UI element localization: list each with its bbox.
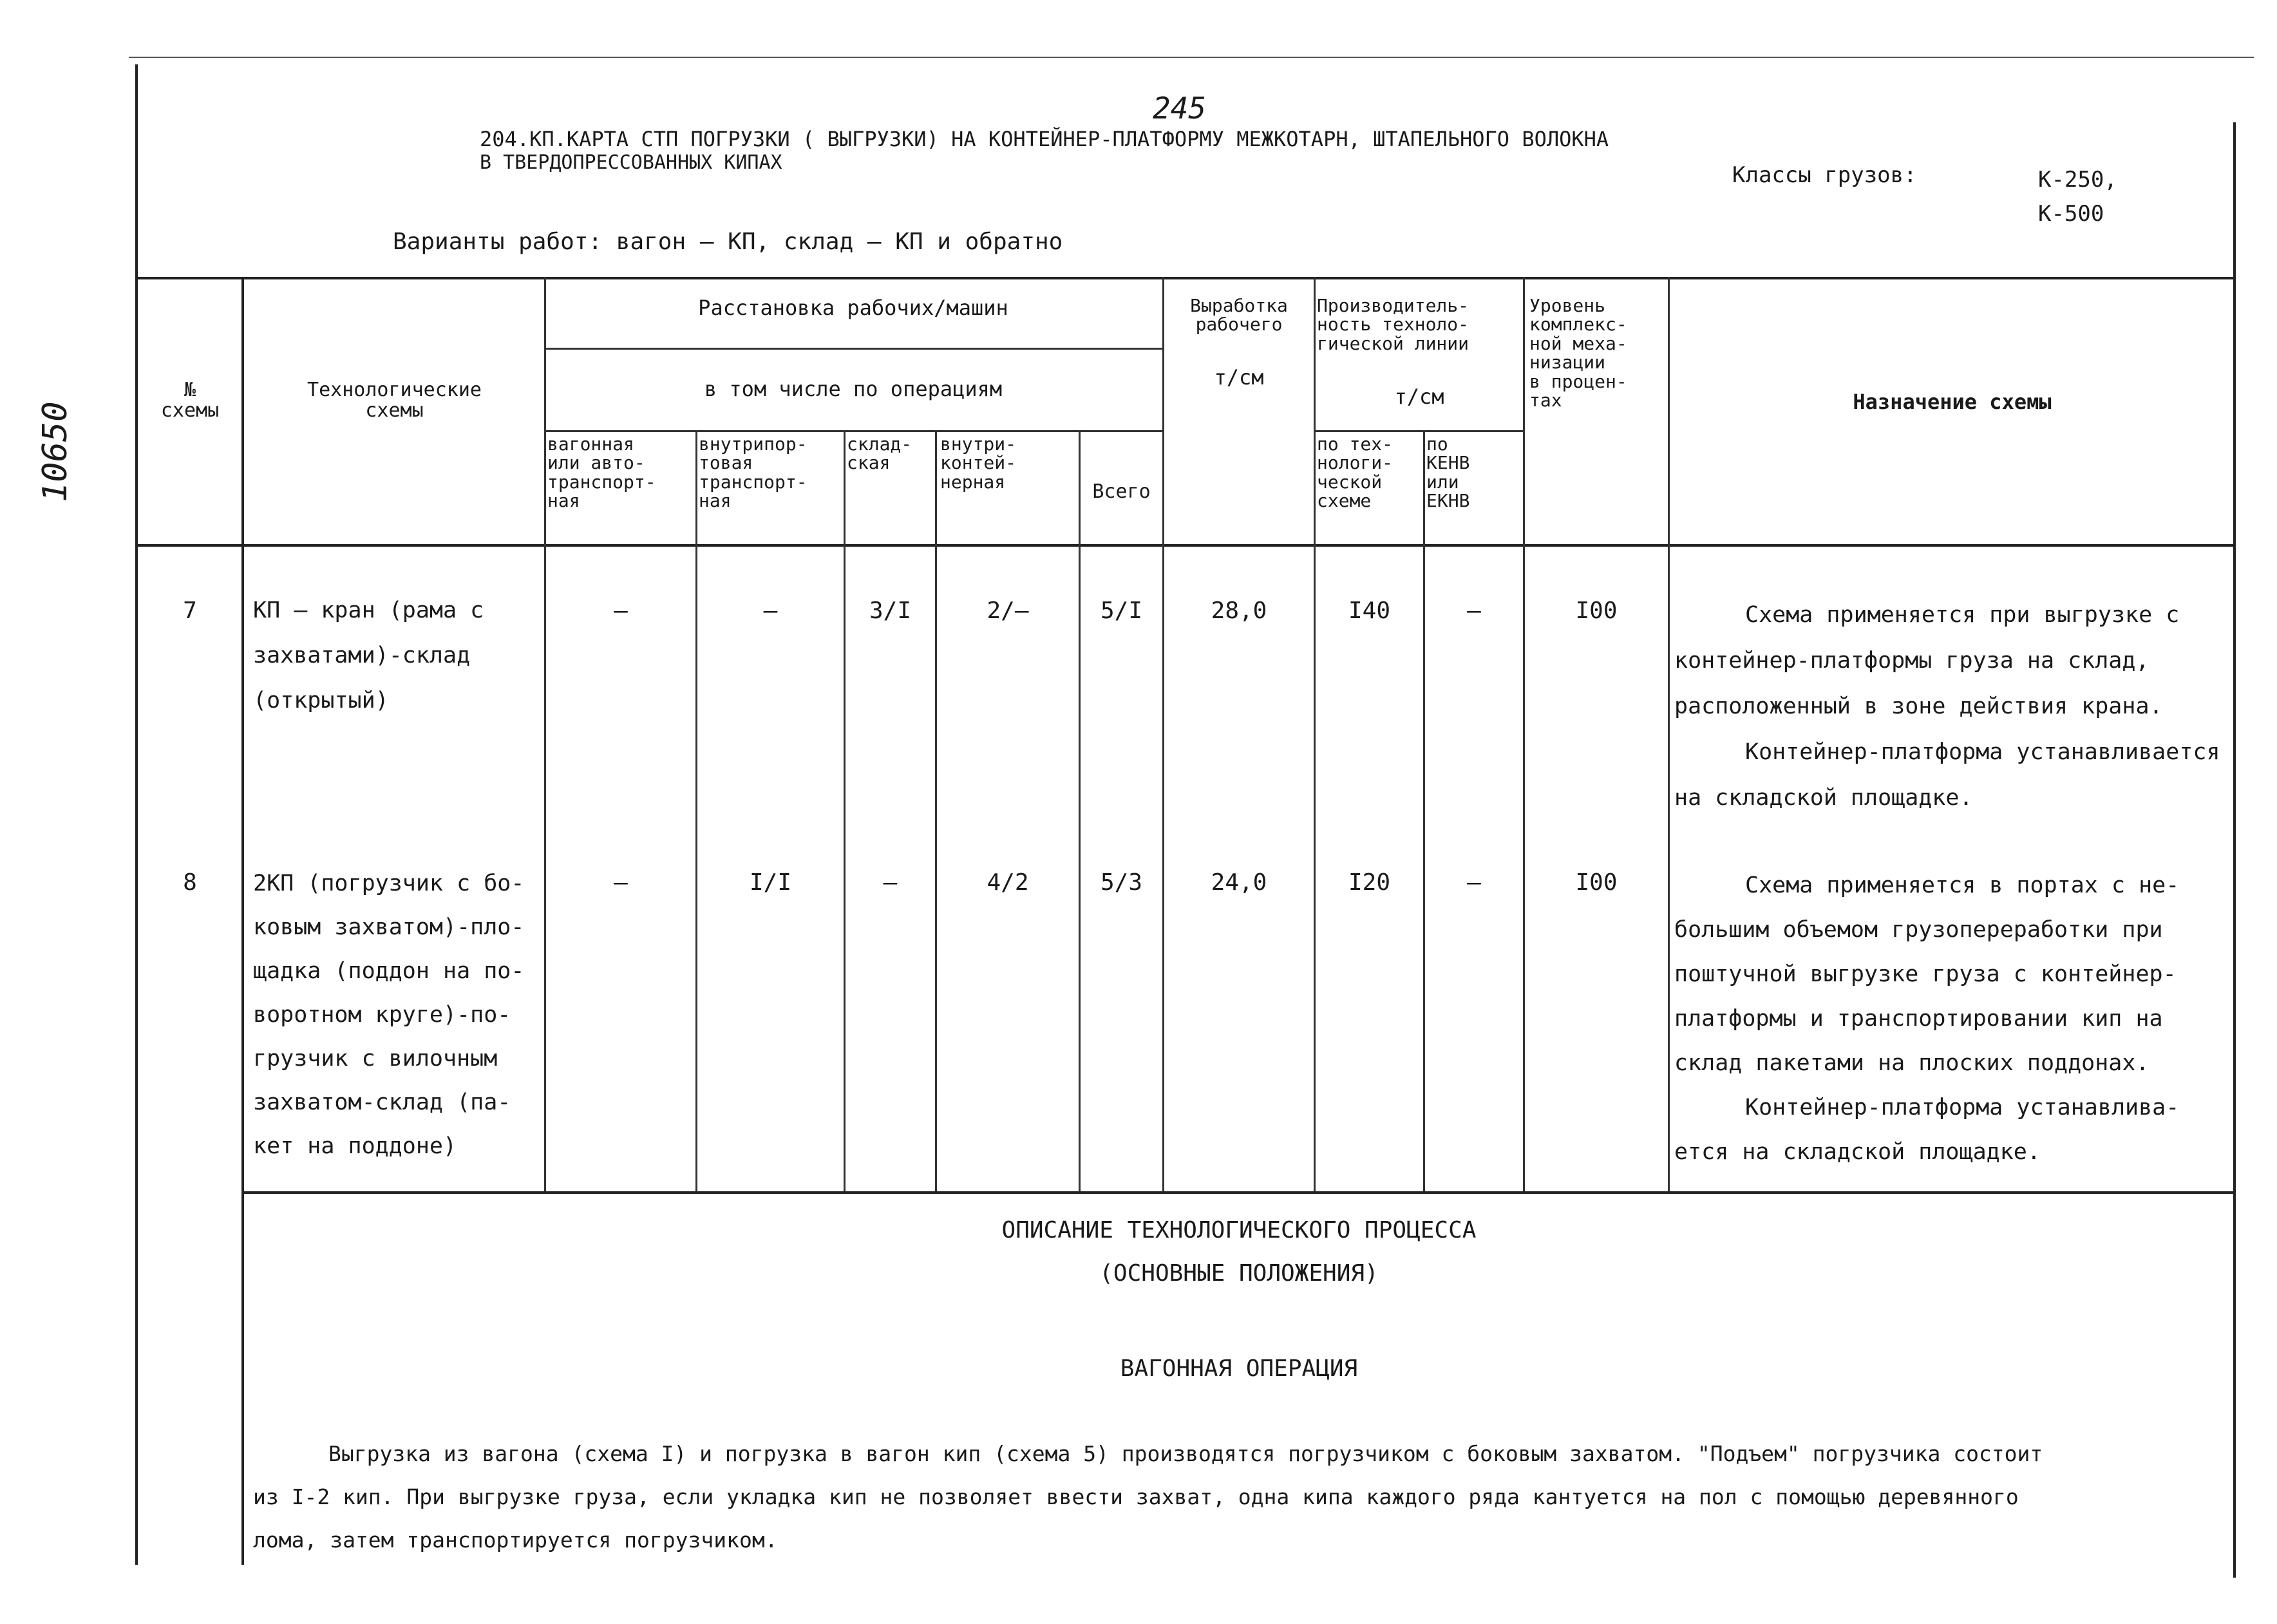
- row-7-purpose-line-2: контейнер-платформы груза на склад,: [1674, 648, 2149, 674]
- col-line-10: [1523, 277, 1525, 1191]
- col-line-2: [544, 277, 546, 1191]
- row-8-purpose-line-2: большим объемом грузопереработки при: [1674, 917, 2163, 943]
- row-7-warehouse: 3/I: [869, 598, 912, 624]
- col-line-9: [1423, 430, 1425, 1191]
- col-line-3: [695, 430, 697, 1191]
- operations-sub-line: [544, 430, 1162, 432]
- row-7-mech: I00: [1575, 598, 1618, 624]
- row-7-by-kenv: –: [1467, 598, 1481, 624]
- row-7-purpose-line-5: на складской площадке.: [1674, 785, 1973, 811]
- work-variants: Варианты работ: вагон – КП, склад – КП и обратно: [393, 229, 1063, 255]
- header-output-unit: т/см: [1214, 365, 1264, 390]
- cargo-class-value-2: К-500: [2038, 201, 2104, 227]
- row-8-tech-line-6: захватом-склад (па-: [253, 1090, 511, 1115]
- row-8-by-kenv: –: [1467, 869, 1481, 896]
- row-8-no: 8: [183, 869, 197, 896]
- title-line-2: В ТВЕРДОПРЕССОВАННЫХ КИПАХ: [480, 151, 782, 174]
- cargo-class-value-1: К-250,: [2038, 167, 2117, 193]
- header-purpose: Назначение схемы: [1853, 390, 2052, 414]
- row-7-purpose-line-3: расположенный в зоне действия крана.: [1674, 694, 2163, 719]
- row-7-intraport: –: [763, 598, 778, 624]
- header-scheme-no: № схемы: [160, 379, 220, 422]
- row-8-tech-line-4: воротном круге)-по-: [253, 1002, 511, 1028]
- col-line-5: [935, 430, 937, 1191]
- header-output: Выработка рабочего: [1190, 295, 1288, 335]
- row-7-tech-line-3: (открытый): [253, 688, 389, 713]
- row-7-wagon: –: [614, 598, 628, 624]
- row-7-purpose-line-4: Контейнер-платформа устанавливается: [1745, 739, 2220, 765]
- row-7-output: 28,0: [1211, 598, 1267, 624]
- header-productivity: Производитель- ность техноло- гической линии: [1317, 295, 1469, 354]
- col-line-4: [844, 430, 846, 1191]
- table-top-line: [135, 277, 2236, 279]
- col-line-11: [1668, 277, 1670, 1191]
- header-bottom-line: [135, 544, 2236, 547]
- row-8-purpose-line-6: Контейнер-платформа устанавлива-: [1745, 1095, 2180, 1120]
- header-mech-level: Уровень комплекс- ной меха- низации в процен- тах: [1529, 295, 1627, 411]
- description-heading-2: (ОСНОВНЫЕ ПОЛОЖЕНИЯ): [1099, 1260, 1379, 1287]
- row-7-total: 5/I: [1100, 598, 1143, 624]
- header-warehouse: склад- ская: [847, 433, 912, 474]
- title-line-1: 204.КП.КАРТА СТП ПОГРУЗКИ ( ВЫГРУЗКИ) НА КОНТЕЙНЕР-ПЛАТФОРМУ МЕЖКОТАРН, ШТАПЕЛЬНОГО ВОЛОКНА: [480, 127, 1609, 151]
- header-wagon: вагонная или авто- транспорт- ная: [547, 433, 656, 512]
- row-8-mech: I00: [1575, 869, 1618, 896]
- row-8-tech-line-2: ковым захватом)-пло-: [253, 914, 525, 940]
- placement-sub-line: [544, 348, 1162, 350]
- col-line-7: [1162, 277, 1164, 1191]
- row-8-total: 5/3: [1100, 869, 1143, 896]
- header-productivity-unit: т/см: [1394, 384, 1444, 409]
- col-line-1: [241, 277, 244, 1565]
- row-7-intracontainer: 2/–: [987, 598, 1029, 624]
- header-by-tech-scheme: по тех- нологи- ческой схеме: [1317, 433, 1394, 512]
- table-bottom-line: [241, 1191, 2236, 1194]
- row-8-warehouse: –: [883, 869, 898, 896]
- header-by-kenv: по КЕНВ или ЕКНВ: [1426, 433, 1470, 512]
- row-8-purpose-line-5: склад пакетами на плоских поддонах.: [1674, 1050, 2149, 1076]
- row-8-tech-line-3: щадка (поддон на по-: [253, 958, 525, 984]
- header-intraport: внутрипор- товая транспорт- ная: [699, 433, 808, 512]
- page-number: 245: [1153, 91, 1207, 126]
- row-7-purpose-line-1: Схема применяется при выгрузке с: [1745, 602, 2180, 628]
- description-section: ВАГОННАЯ ОПЕРАЦИЯ: [1120, 1355, 1358, 1382]
- right-border-line: [2233, 122, 2236, 1578]
- row-7-by-tech: I40: [1348, 598, 1391, 624]
- row-7-tech-line-2: захватами)-склад: [253, 643, 471, 668]
- row-8-purpose-line-7: ется на складской площадке.: [1674, 1139, 2041, 1165]
- row-8-tech-line-7: кет на поддоне): [253, 1133, 457, 1159]
- left-border-line: [135, 64, 138, 1565]
- row-7-no: 7: [183, 598, 197, 624]
- row-8-intracontainer: 4/2: [987, 869, 1029, 896]
- col-line-6: [1079, 430, 1081, 1191]
- row-8-tech-line-5: грузчик с вилочным: [253, 1046, 498, 1072]
- header-placement: Расстановка рабочих/машин: [698, 296, 1008, 320]
- row-8-tech-line-1: 2КП (погрузчик с бо-: [253, 871, 525, 896]
- header-tech-schemes: Технологические схемы: [307, 379, 482, 422]
- header-total: Всего: [1092, 480, 1151, 503]
- row-8-purpose-line-4: платформы и транспортировании кип на: [1674, 1006, 2163, 1032]
- row-8-purpose-line-1: Схема применяется в портах с не-: [1745, 873, 2180, 898]
- row-8-output: 24,0: [1211, 869, 1267, 896]
- description-line-2: из I-2 кип. При выгрузке груза, если укладка кип не позволяет ввести захват, одна кипа каждого ряда кантуется на пол с помощью деревянного: [253, 1484, 2019, 1509]
- description-line-1: Выгрузка из вагона (схема I) и погрузка в вагон кип (схема 5) производятся погрузчиком с боковым захватом. "Подъем" погрузчика состоит: [328, 1441, 2043, 1466]
- description-line-3: лома, затем транспортируется погрузчиком.: [253, 1527, 778, 1553]
- productivity-sub-line: [1314, 430, 1523, 432]
- description-heading-1: ОПИСАНИЕ ТЕХНОЛОГИЧЕСКОГО ПРОЦЕССА: [1001, 1217, 1477, 1243]
- row-8-by-tech: I20: [1348, 869, 1391, 896]
- header-incl-operations: в том числе по операциям: [704, 377, 1003, 401]
- row-8-intraport: I/I: [749, 869, 792, 896]
- row-8-wagon: –: [614, 869, 628, 896]
- row-7-tech-line-1: КП – кран (рама с: [253, 598, 484, 623]
- col-line-8: [1314, 277, 1316, 1191]
- row-8-purpose-line-3: поштучной выгрузке груза с контейнер-: [1674, 961, 2177, 987]
- top-border-line: [129, 57, 2254, 58]
- cargo-classes-label: Классы грузов:: [1732, 162, 1917, 188]
- side-number: 10650: [36, 401, 75, 502]
- header-intracontainer: внутри- контей- нерная: [940, 433, 1017, 493]
